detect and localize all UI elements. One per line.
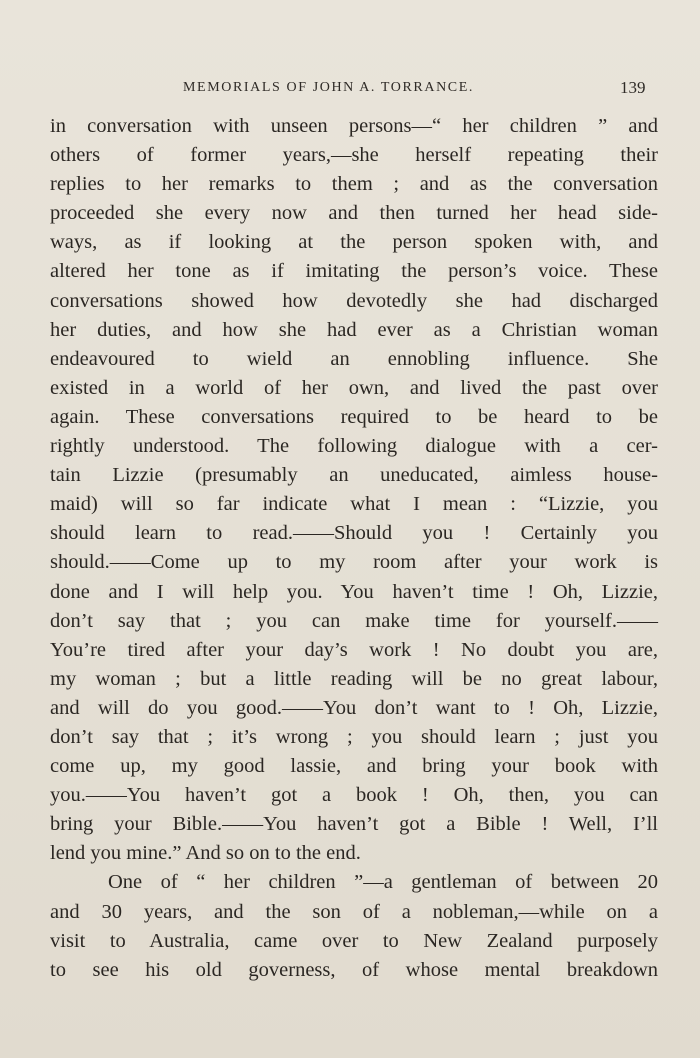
text-line: done and I will help you. You haven’t time ! Oh, Lizzie, — [50, 580, 658, 603]
text-line: tain Lizzie (presumably an uneducated, aimless house- — [50, 464, 658, 487]
text-line: again. These conversations required to be heard to be — [50, 405, 658, 428]
text-line: don’t say that ; you can make time for yourself.—— — [50, 609, 658, 632]
running-title: MEMORIALS OF JOHN A. TORRANCE. — [183, 80, 474, 95]
text-line: conversations showed how devotedly she had discharged — [50, 289, 658, 312]
text-line: and will do you good.——You don’t want to ! Oh, Lizzie, — [50, 696, 658, 719]
text-line: and 30 years, and the son of a nobleman,—while on a — [50, 900, 658, 923]
text-line: should learn to read.——Should you ! Certainly you — [50, 522, 658, 545]
text-line: others of former years,—she herself repeating their — [50, 144, 658, 167]
text-line: endeavoured to wield an ennobling influence. She — [50, 347, 658, 370]
text-line: rightly understood. The following dialogue with a cer- — [50, 435, 658, 458]
text-line: maid) will so far indicate what I mean : “Lizzie, you — [50, 493, 658, 516]
text-line: altered her tone as if imitating the person’s voice. These — [50, 260, 658, 283]
text-line: to see his old governess, of whose mental breakdown — [50, 958, 658, 981]
body-text — [50, 112, 658, 985]
text-line: lend you mine.” And so on to the end. — [50, 842, 361, 865]
text-line: You’re tired after your day’s work ! No doubt you are, — [50, 638, 658, 661]
text-line: proceeded she every now and then turned her head side- — [50, 202, 658, 225]
page-number: 139 — [620, 78, 646, 97]
text-line: come up, my good lassie, and bring your book with — [50, 755, 658, 778]
text-line: you.——You haven’t got a book ! Oh, then, you can — [50, 784, 658, 807]
text-line: her duties, and how she had ever as a Christian woman — [50, 318, 658, 341]
text-line: in conversation with unseen persons—“ her children ” and — [50, 115, 658, 137]
text-line: my woman ; but a little reading will be no great labour, — [50, 667, 658, 690]
text-line: visit to Australia, came over to New Zealand purposely — [50, 929, 658, 952]
text-line: should.——Come up to my room after your work is — [50, 551, 658, 574]
text-line: existed in a world of her own, and lived the past over — [50, 376, 658, 399]
paragraph-start-line: One of “ her children ”—a gentleman of between 20 — [108, 871, 658, 894]
page-header — [0, 78, 700, 102]
text-line: replies to her remarks to them ; and as the conversation — [50, 173, 658, 196]
text-line: don’t say that ; it’s wrong ; you should learn ; just you — [50, 725, 658, 748]
text-line: bring your Bible.——You haven’t got a Bible ! Well, I’ll — [50, 813, 658, 836]
text-line: ways, as if looking at the person spoken with, and — [50, 231, 658, 254]
